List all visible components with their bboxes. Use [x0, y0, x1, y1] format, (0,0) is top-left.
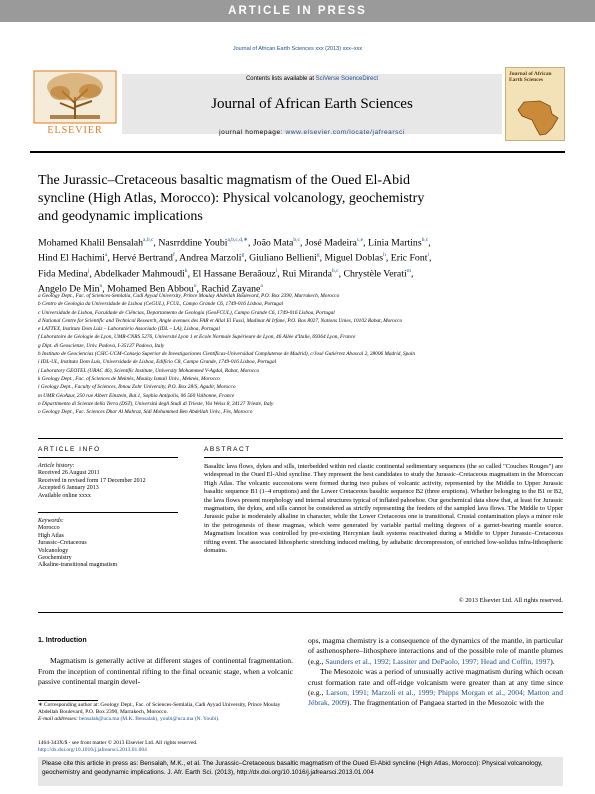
keywords-label: Keywords:: [38, 518, 64, 524]
author-affil-sup[interactable]: j: [87, 267, 90, 274]
affiliation: j Laboratory GEOTEL (URAC 46), Scientific Institute, University Mohammed V-Agdal, Rabat, Morocco: [38, 367, 260, 374]
intro-paragraph: [308, 667, 563, 709]
email-label: E-mail addresses:: [38, 716, 78, 722]
journal-title: Journal of African Earth Sciences: [211, 96, 413, 112]
keyword: Volcanology: [38, 547, 69, 554]
affiliation: b Centro de Geologia da Universidade de Lisboa (CeGUL), FCUL, Campo Grande C6, 1749-016 Lisboa, Portugal: [38, 301, 284, 308]
elsevier-logo: [30, 67, 120, 141]
author-affil-sup[interactable]: a: [104, 252, 108, 259]
paragraph-text: ).: [550, 656, 555, 666]
abstract-text: Basaltic lava flows, dykes and sills, interbedded within red clastic continental sedimentary sequences (the so called "Couches Rouges") are widespread in the Oued El-Abid syncline. They represent the best candidates to study the Jurassic–Cretaceous magmatism in the Moroccan High Atlas. The volcanic successions were formed during two pulses of volcanic activity, represented by the Middle to Upper Jurassic basaltic sequence B1 (1–4 eruptions) and the Lower Cretaceous basaltic sequence B2 (three eruptions). Whether belonging to the B1 or B2, the lava flows present morphology and internal structures typical of inflated pahoehoe. Our geochemical data show that, at least for Jurassic magmatism, the dykes, and sills cannot be considered as strictly representing the feeders of the sampled lava flows. The Middle to Upper Jurassic pulse is moderately alkaline in character, while the Lower Cretaceous one is transitional. Crustal contamination plays a minor role in the petrogenesis of these magmas, which were generated by variable partial melting degrees of a garnet-bearing mantle source. Magmatism location was controlled by pre-existing Hercynian fault systems reactivated during a Middle to Upper Jurassic–Cretaceous rifting event. The associated lithospheric stretching induced melting, by adiabatic decompression, of enriched low-solidus infra-lithospheric domains.: [204, 463, 563, 555]
paragraph-text: ). The fragmentation of Pangaea started in the Mesozoic with the: [346, 698, 544, 708]
paragraph-text: The Mesozoic was a period of unusually active magmatism during which ocean crust formation rate and off-ridge volcanism were greater than at any time since (e.g.,: [308, 667, 563, 698]
footnote-rule: [38, 700, 98, 701]
affiliation: a Geology Dept., Fac. of Sciences-Semlalia, Cadi Ayyad University, Prince Moulay Abdellah Boulevard, P.O. Box 2390, Marrakech, Morocco: [38, 293, 340, 299]
section-divider: [38, 438, 563, 439]
keyword: Alkaline-transitional magmatism: [38, 562, 118, 569]
history-item: Available online xxxx: [38, 492, 91, 499]
paragraph-text: ops, magma chemistry is a consequence of the dynamics of the mantle, in particular of asthenosphere–lithosphere interactions and of the possible role of mantle plumes (e.g.,: [308, 636, 563, 666]
citation-box: Please cite this article in press as: Bensalah, M.K., et al. The Jurassic–Cretaceous basaltic magmatism of the Oued El-Abid syncline (High Atlas, Morocco): Physical volcanology, geochemistry and geodynamic implications. J. Afr. Earth Sci. (2013), http://dx.doi.org/10.1016/j.jafrearsci.2013.01.004: [38, 757, 563, 786]
author-name: José Madeira: [304, 237, 357, 249]
introduction-heading: 1. Introduction: [38, 637, 87, 644]
journal-cover: [505, 67, 565, 141]
right-column: [308, 636, 563, 709]
issn-line: 1464-343X/$ - see front matter © 2013 Elsevier Ltd. All rights reserved.: [38, 740, 198, 746]
author-affil-sup[interactable]: i: [427, 252, 429, 259]
contents-prefix: Contents lists available at: [245, 76, 316, 82]
affiliation: m UMR GéoAzur, 250 rue Albert Einstein, Bat.1, Sophia Antipolis, 06 560 Valbonne, France: [38, 392, 235, 399]
author-affil-sup[interactable]: g: [241, 252, 245, 259]
author-name: Mohamed Khalil Bensalah: [38, 237, 144, 249]
author-list: [38, 234, 563, 295]
author-affil-sup[interactable]: c,e: [356, 237, 364, 243]
author-name: Chrystèle Verati: [343, 267, 407, 279]
author-name: Fida Medina: [38, 267, 88, 279]
author-affil-sup[interactable]: o: [193, 282, 197, 289]
author-name: Abdelkader Mahmoudi: [93, 267, 185, 279]
affiliation: i IDL-UL, Instituto Dom Luís, Universidade de Lisboa, Edifício C8, Campo Grande, 1749-016 Lisboa, Portugal: [38, 359, 277, 366]
author-line: Angelo De Min$^n$, Mohamed Ben Abbou$^o$, Rachid Zayane$^a$: [38, 282, 263, 295]
affiliation: k Geology Dept., Fac. of Sciences de Meknès, Moulay Ismail Univ., Meknès, Morocco: [38, 375, 220, 382]
author-affil-sup[interactable]: g: [316, 252, 320, 259]
title-line: The Jurassic–Cretaceous basaltic magmatism of the Oued El-Abid: [38, 173, 411, 188]
journal-homepage: [122, 129, 502, 136]
footnote-emails: [38, 716, 293, 723]
author-affil-sup[interactable]: a: [260, 282, 263, 289]
affiliation: l Geology Dept., Faculty of Sciences, Ibnou Zohr University, P.O. Box 28/S, Agadir, Morocco: [38, 384, 236, 391]
author-name: Rui Miranda: [282, 267, 332, 279]
affiliation: d National Centre for Scientific and Technical Research, Angle avenues des FAR et Allal El Fassi, Madinat Al Irfane, P.O. Box 8027, Nations Unies, 10102 Rabat, Morocco: [38, 317, 403, 324]
abstract-heading: ABSTRACT: [204, 446, 251, 453]
affiliation: c Universidade de Lisboa, Faculdade de Ciências, Departamento de Geologia (GeoFCUL), Campo Grande C6, 1749-016 Lisboa, Portugal: [38, 309, 335, 316]
affiliation: e LATTEX, Instituto Dom Luiz – Laboratório Associado (IDL – LA), Lisboa, Portugal: [38, 326, 220, 333]
africa-map-icon: [506, 98, 564, 138]
author-affil-sup[interactable]: l: [275, 267, 278, 274]
affiliation-list: [38, 292, 563, 416]
author-line: Mohamed Khalil Bensalah$^{a,b,c}$, Nasrrddine Youbi$^{a,b,c,d,∗}$, João Mata$^{b,c}$, José Madeira$^{c,e}$, Línia Martins$^{b,c}$,: [38, 237, 431, 249]
author-affil-sup[interactable]: f: [172, 252, 175, 259]
elsevier-tree-icon: [30, 67, 120, 125]
cover-title: Journal of African Earth Sciences: [509, 71, 552, 83]
author-name: Rachid Zayane: [201, 283, 261, 295]
affiliation: f Laboratoire de Géologie de Lyon, UMR-CNRS 5276, Université Lyon 1 et Ecole Normale Supérieure de Lyon, 46 Allée d'Italie, 69364 Lyon, France: [38, 334, 356, 341]
intro-paragraph: Magmatism is generally active at different stages of continental fragmentation. From the inception of continental rifting to the final oceanic stage, when a volcanic passive continental margin devel-: [38, 656, 293, 687]
abstract-copyright: © 2013 Elsevier Ltd. All rights reserved.: [458, 597, 563, 604]
journal-banner: [30, 67, 565, 157]
author-affil-sup[interactable]: a,b,c,d,∗: [227, 237, 248, 243]
keyword: Morocco: [38, 525, 60, 532]
affiliation: n Dipartimento di Scienze della Terra (DST), Università degli Studi di Trieste, Via Weiss 8, 34127 Trieste, Italy: [38, 400, 274, 407]
history-item: Received 26 August 2011: [38, 470, 100, 477]
author-affil-sup[interactable]: m: [406, 267, 411, 274]
email-links[interactable]: bensalah@uca.ma (M.K. Bensalah), youbi@uca.ma (N. Youbi).: [77, 716, 220, 722]
author-name: Miguel Doblas: [324, 252, 384, 264]
history-label: Article history:: [38, 463, 75, 469]
article-history: [38, 463, 178, 500]
author-name: Mohamed Ben Abbou: [107, 283, 194, 295]
sciencedirect-link[interactable]: SciVerse ScienceDirect: [315, 76, 379, 82]
journal-title-box: [122, 74, 502, 134]
contents-line: [122, 76, 502, 82]
author-name: João Mata: [252, 237, 294, 249]
keyword: High Atlas: [38, 532, 64, 539]
keywords-divider: [38, 512, 178, 513]
abstract-rule: [204, 457, 563, 458]
affiliation: h Instituto de Geociencias (CSIC-UCM-Consejo Superior de Investigaciones Científicas-Universidad Complutense de Madrid), c/José Gutiérrez Abascal 2, 28006 Madrid, Spain: [38, 351, 416, 358]
author-affil-sup[interactable]: b,c: [293, 237, 300, 243]
author-name: El Hassane Beraâouz: [192, 267, 276, 279]
author-affil-sup[interactable]: k: [184, 267, 188, 274]
author-name: Angelo De Min: [38, 283, 100, 295]
citation-link[interactable]: Larson, 1991; Marzoli et al., 1999; Phipps Morgan et al., 2004; Matton and Jébrak, 2009: [308, 688, 563, 708]
author-affil-sup[interactable]: h: [383, 252, 386, 259]
article-identifiers: [38, 740, 293, 754]
author-name: Eric Font: [390, 252, 428, 264]
article-info-rule: [38, 457, 178, 458]
body-divider: [38, 612, 563, 613]
intro-paragraph: [308, 636, 563, 667]
affiliation: g Dipt. di Geoscienze, Univ. Padova, I-35137 Padova, Italy: [38, 342, 165, 349]
corresponding-author-footnote: [38, 702, 293, 723]
homepage-link[interactable]: www.elsevier.com/locate/jafrearsci: [285, 129, 405, 136]
banner-divider: [30, 151, 565, 153]
journal-reference: Journal of African Earth Sciences xxx (2013) xxx–xxx: [232, 46, 363, 52]
footnote-text: ∗ Corresponding author at: Geology Dept., Fac. of Sciences-Semlalia, Cadi Ayyad University, Prince Moulay Abdellah Boulevard, P.O. Box 2390, Marrakech, Morocco.: [38, 702, 281, 715]
keyword: Jurassic–Cretaceous: [38, 540, 87, 547]
title-line: syncline (High Atlas, Morocco): Physical volcanology, geochemistry: [38, 191, 425, 206]
citation-link[interactable]: Saunders et al., 1992; Lassiter and DePaolo, 1997; Head and Coffin, 1997: [325, 656, 551, 666]
article-title: [38, 172, 563, 226]
author-name: Línia Martins: [368, 237, 422, 249]
article-in-press-label: ARTICLE IN PRESS: [228, 5, 367, 17]
author-name: Nasrrddine Youbi: [158, 237, 228, 249]
history-item: Accepted 6 January 2013: [38, 485, 99, 492]
author-affil-sup[interactable]: a,b,c: [143, 237, 154, 243]
author-name: Giuliano Bellieni: [249, 252, 317, 264]
article-in-press-bar: [0, 0, 595, 22]
author-affil-sup[interactable]: n: [99, 282, 103, 289]
history-item: Received in revised form 17 December 2012: [38, 477, 146, 484]
article-info-heading: ARTICLE INFO: [38, 446, 101, 453]
author-line: Fida Medina$^j$, Abdelkader Mahmoudi$^k$, El Hassane Beraâouz$^l$, Rui Miranda$^{b,c}$, Chrystèle Verati$^m$,: [38, 267, 414, 279]
title-line: and geodynamic implications: [38, 209, 203, 224]
keyword: Geochemistry: [38, 555, 72, 562]
affiliation: o Geology Dept., Fac. Sciences Dhar Al Mahraz, Sidi Mohammed Ben Abdellah Univ., Fès, Morocco: [38, 409, 253, 416]
homepage-prefix: journal homepage:: [219, 129, 286, 136]
doi-link[interactable]: http://dx.doi.org/10.1016/j.jafrearsci.2013.01.004: [38, 747, 147, 753]
author-name: Hervé Bertrand: [112, 252, 173, 264]
keywords: [38, 518, 178, 570]
author-affil-sup[interactable]: b,c: [421, 237, 429, 243]
author-name: Hind El Hachimi: [38, 252, 105, 264]
author-name: Andrea Marzoli: [179, 252, 242, 264]
author-affil-sup[interactable]: b,c: [331, 267, 339, 274]
left-column: [38, 636, 293, 688]
elsevier-wordmark: ELSEVIER: [47, 125, 103, 136]
author-line: Hind El Hachimi$^a$, Hervé Bertrand$^f$, Andrea Marzoli$^g$, Giuliano Bellieni$^g$, Miguel Doblas$^h$, Eric Font$^i$,: [38, 252, 432, 264]
